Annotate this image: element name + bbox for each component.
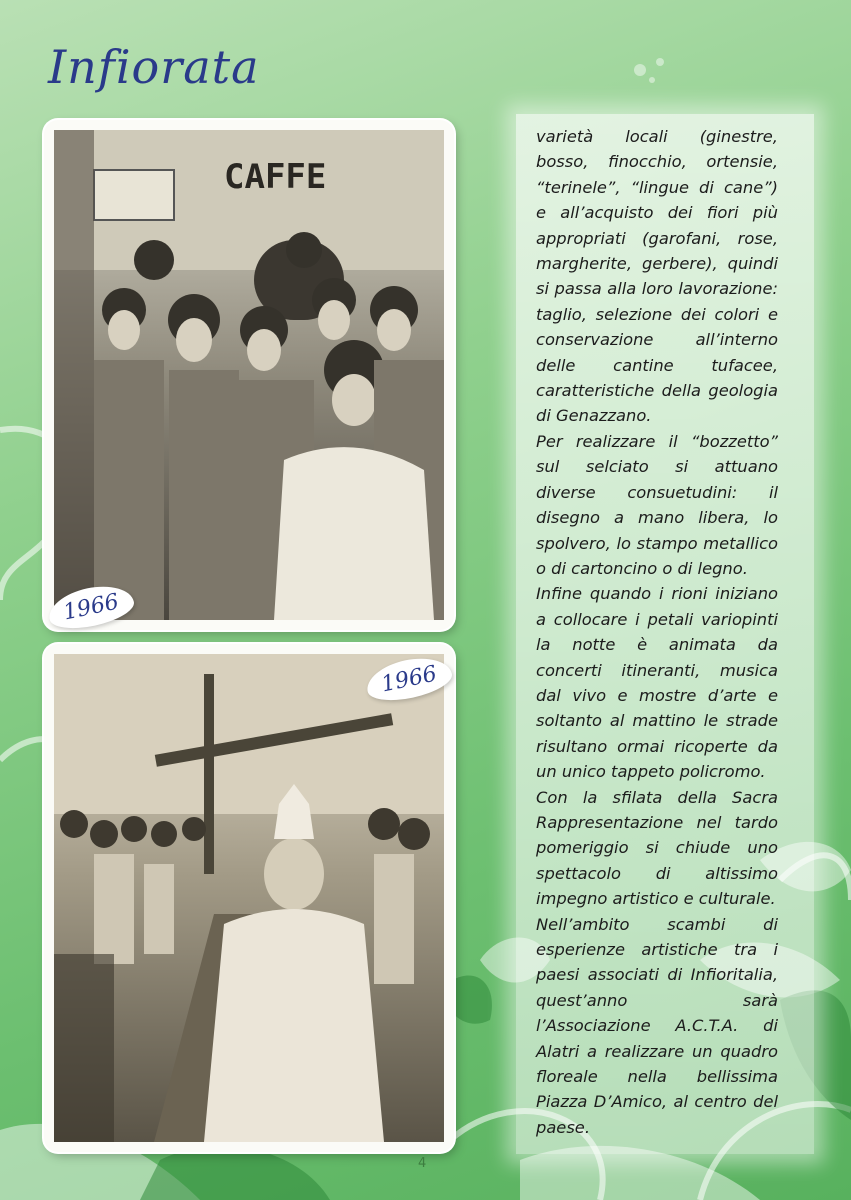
article-paragraph: Con la sfilata della Sacra Rappresentazione nel tardo pomeriggio si chiude uno spettacolo di altissimo impegno artistico e culturale. (536, 787, 778, 909)
article-paragraph: Infine quando i rioni iniziano a collocare i petali variopinti la notte è animata da concerti itineranti, musica dal vivo e mostre d’arte e soltanto al mattino le strade risultano ormai ricoperte da un unico tappeto policromo. (536, 584, 778, 782)
photo-cafe-group (44, 120, 454, 630)
year-badge: 1966 (363, 651, 455, 706)
photo-procession-image (54, 654, 444, 1142)
page-number: 4 (418, 1156, 427, 1171)
article-paragraph: Nell’ambito scambi di esperienze artistiche tra i paesi associati di Infioritalia, quest’anno sarà l’Associazione A.C.T.A. di Alatri a realizzare un quadro floreale nella bellissima Piazza D’Amico, al centro del paese. (536, 914, 778, 1137)
photo-procession (44, 644, 454, 1152)
cafe-sign: CAFFE (224, 157, 327, 197)
photo-cafe-group-image (54, 130, 444, 620)
article-paragraph: varietà locali (ginestre, bosso, finocchio, ortensie, “terinele”, “lingue di cane”) e all’acquisto dei fiori più appropriati (garofani, rose, margherite, gerbere), quindi si passa alla loro lavorazione: taglio, selezione dei colori e conservazione all’interno delle cantine tufacee, caratteristiche della geologia di Genazzano. (536, 127, 778, 426)
year-badge: 1966 (45, 579, 137, 634)
page-title: Infiorata (48, 40, 260, 94)
article-body (536, 124, 778, 1140)
article-paragraph: Per realizzare il “bozzetto” sul selciato si attuano diverse consuetudini: il disegno a mano libera, lo spolvero, lo stampo metallico o di cartoncino o di legno. (536, 431, 778, 578)
